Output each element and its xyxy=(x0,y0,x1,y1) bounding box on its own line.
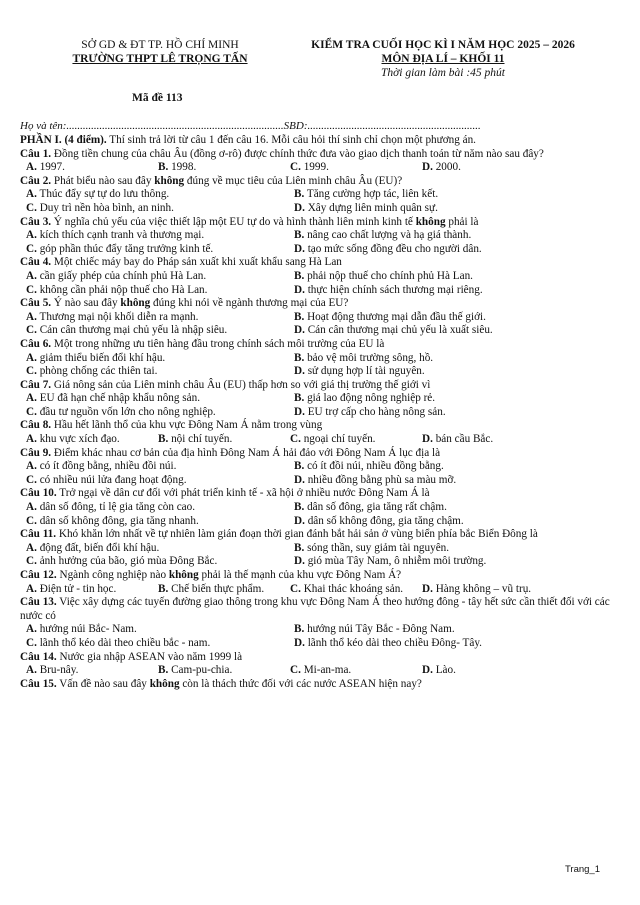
question-9 xyxy=(20,447,610,488)
answer-option xyxy=(20,542,288,556)
option-text: sử dụng hợp lí tài nguyên. xyxy=(304,365,425,378)
option-text: lãnh thổ kéo dài theo chiều Đông- Tây. xyxy=(304,636,482,649)
option-letter: D. xyxy=(422,582,433,595)
option-letter: D. xyxy=(294,365,305,378)
answer-option xyxy=(20,311,288,325)
option-letter: D. xyxy=(294,473,305,486)
answer-option xyxy=(288,460,556,474)
question-stem xyxy=(20,569,610,583)
option-text: EU trợ cấp cho hàng nông sản. xyxy=(304,405,446,418)
answer-option xyxy=(288,474,556,488)
option-letter: C. xyxy=(26,201,37,214)
answer-option xyxy=(20,515,288,529)
question-14 xyxy=(20,651,610,678)
option-text: dân số đông, gia tăng rất chậm. xyxy=(304,501,447,514)
question-stem xyxy=(20,678,610,692)
question-text: Phát biểu nào sau đây xyxy=(51,174,155,187)
option-text: 1999. xyxy=(300,161,329,174)
answer-option xyxy=(20,365,288,379)
question-text: Một trong những ưu tiên hàng đầu trong chính sách môi trường của EU là xyxy=(51,337,385,350)
question-text: Ngành công nghiệp nào xyxy=(56,569,169,581)
question-stem xyxy=(20,338,610,352)
answer-option xyxy=(20,583,152,597)
option-letter: B. xyxy=(294,541,305,554)
option-letter: B. xyxy=(294,392,305,405)
option-text: bán cầu Bắc. xyxy=(432,433,494,446)
option-text: không cần phải nộp thuế cho Hà Lan. xyxy=(36,283,208,296)
question-text: Đồng tiền chung của châu Âu (đồng ơ-rô) được chính thức đưa vào giao dịch thanh toán từ năm nào sau đây? xyxy=(51,147,544,160)
part-heading xyxy=(20,134,610,148)
option-letter: D. xyxy=(422,433,433,446)
answer-option xyxy=(20,664,152,678)
option-letter: D. xyxy=(294,201,305,214)
answer-option xyxy=(20,392,288,406)
question-label: Câu 8. xyxy=(20,419,52,432)
question-stem xyxy=(20,175,610,189)
option-letter: C. xyxy=(26,514,37,527)
answer-option xyxy=(416,433,548,447)
option-text: Duy trì nền hòa bình, an ninh. xyxy=(36,201,174,214)
answer-option xyxy=(288,542,556,556)
question-label: Câu 13. xyxy=(20,596,57,609)
question-stem xyxy=(20,487,610,501)
option-letter: C. xyxy=(26,555,37,568)
question-label: Câu 1. xyxy=(20,147,52,160)
option-letter: B. xyxy=(294,351,305,364)
question-stem xyxy=(20,528,610,542)
answer-option xyxy=(288,352,556,366)
answer-option xyxy=(288,324,556,338)
question-stem xyxy=(20,419,610,433)
question-text: Điểm khác nhau cơ bản của địa hình Đông Nam Á hải đảo với Đông Nam Á lục địa là xyxy=(51,446,441,459)
answer-option xyxy=(288,623,556,637)
option-text: Cán cân thương mại chủ yếu là nhập siêu. xyxy=(36,324,228,337)
option-text: phải nộp thuế cho chính phủ Hà Lan. xyxy=(304,269,473,282)
option-text: có ít đồi núi, nhiều đồng bằng. xyxy=(304,460,444,473)
answer-option xyxy=(20,460,288,474)
time-limit: Thời gian làm bài :45 phút xyxy=(380,67,506,79)
option-letter: B. xyxy=(294,310,305,323)
question-4 xyxy=(20,256,610,297)
option-letter: C. xyxy=(290,433,301,446)
option-text: góp phần thúc đẩy tăng trưởng kinh tế. xyxy=(36,242,214,255)
question-text: Khó khăn lớn nhất về tự nhiên làm gián đoạn thời gian đánh bắt hải sản ở vùng biển phía bắc Biển Đông là xyxy=(56,528,538,541)
option-letter: B. xyxy=(294,460,305,473)
option-text: Cam-pu-chia. xyxy=(168,664,233,677)
option-text: ảnh hưởng của bão, gió mùa Đông Bắc. xyxy=(36,555,218,568)
question-6 xyxy=(20,338,610,379)
option-text: Tăng cường hợp tác, liên kết. xyxy=(304,188,439,201)
option-text: Bru-nây. xyxy=(36,664,79,677)
answer-option xyxy=(284,161,416,175)
option-text: khu vực xích đạo. xyxy=(36,433,120,446)
option-letter: A. xyxy=(26,623,37,636)
subject-title: MÔN ĐỊA LÍ – KHỐI 11 xyxy=(381,53,505,65)
question-label: Câu 15. xyxy=(20,677,57,690)
option-letter: A. xyxy=(26,351,37,364)
option-letter: B. xyxy=(294,623,305,636)
answer-option xyxy=(20,352,288,366)
option-letter: B. xyxy=(294,269,305,282)
option-text: Thương mại nội khối diễn ra mạnh. xyxy=(36,310,199,323)
option-letter: A. xyxy=(26,161,37,174)
option-text: thực hiện chính sách thương mại riêng. xyxy=(304,283,483,296)
question-stem xyxy=(20,379,610,393)
question-stem xyxy=(20,148,610,162)
option-text: giảm thiểu biến đổi khí hậu. xyxy=(36,351,166,364)
option-letter: C. xyxy=(26,636,37,649)
option-text: đầu tư nguồn vốn lớn cho nông nghiệp. xyxy=(36,405,216,418)
option-text: ngoại chí tuyến. xyxy=(300,433,376,446)
option-text: 1998. xyxy=(168,161,197,174)
question-3 xyxy=(20,216,610,257)
answer-option xyxy=(288,284,556,298)
question-text: Một chiếc máy bay do Pháp sản xuất khi xuất khẩu sang Hà Lan xyxy=(51,256,342,269)
question-text: Trở ngại về dân cư đối với phát triển kinh tế - xã hội ở nhiều nước Đông Nam Á là xyxy=(56,487,430,500)
option-letter: C. xyxy=(26,473,37,486)
question-text: Hầu hết lãnh thổ của khu vực Đông Nam Á nằm trong vùng xyxy=(51,419,323,432)
question-1 xyxy=(20,148,610,175)
question-label: Câu 5. xyxy=(20,297,52,310)
answer-option xyxy=(288,555,556,569)
school-name: TRƯỜNG THPT LÊ TRỌNG TẤN xyxy=(72,53,248,65)
question-11 xyxy=(20,528,610,569)
answer-option xyxy=(284,583,416,597)
question-stem xyxy=(20,596,610,623)
option-letter: D. xyxy=(294,324,305,337)
question-label: Câu 9. xyxy=(20,446,52,459)
option-text: EU đã hạn chế nhập khẩu nông sản. xyxy=(36,392,200,405)
option-letter: C. xyxy=(26,405,37,418)
answer-option xyxy=(20,406,288,420)
option-letter: C. xyxy=(26,283,37,296)
answer-option xyxy=(288,243,556,257)
answer-option xyxy=(416,161,548,175)
answer-option xyxy=(20,188,288,202)
option-letter: D. xyxy=(422,664,433,677)
option-letter: B. xyxy=(294,501,305,514)
exam-title: KIỂM TRA CUỐI HỌC KÌ I NĂM HỌC 2025 – 2026 xyxy=(311,39,575,51)
question-keyword: không xyxy=(415,215,446,228)
option-text: Cán cân thương mại chủ yếu là xuất siêu. xyxy=(304,324,493,337)
option-text: Điện tử - tin học. xyxy=(36,582,117,595)
answer-option xyxy=(284,433,416,447)
question-10 xyxy=(20,487,610,528)
answer-option xyxy=(20,202,288,216)
option-text: Hàng không – vũ trụ. xyxy=(432,582,532,595)
name-sbd-line: Họ và tên:...............................................................................SBD:............................................................... xyxy=(20,120,481,132)
option-letter: A. xyxy=(26,392,37,405)
option-text: động đất, biến đổi khí hậu. xyxy=(36,541,160,554)
question-text: Giá nông sản của Liên minh châu Âu (EU) thấp hơn so với giá thị trường thế giới vì xyxy=(51,378,431,391)
option-letter: D. xyxy=(294,514,305,527)
option-letter: A. xyxy=(26,664,37,677)
header-right xyxy=(278,38,608,80)
option-text: Chế biến thực phẩm. xyxy=(168,582,265,595)
option-letter: D. xyxy=(294,555,305,568)
option-text: giá lao động nông nghiệp rẻ. xyxy=(304,392,436,405)
question-label: Câu 12. xyxy=(20,569,57,581)
department-name: SỞ GD & ĐT TP. HỒ CHÍ MINH xyxy=(81,39,239,51)
header-left xyxy=(40,38,280,66)
option-text: Xây dựng liên minh quân sự. xyxy=(304,201,438,214)
question-text-end: phải là thế mạnh của khu vực Đông Nam Á? xyxy=(198,569,402,581)
answer-option xyxy=(288,202,556,216)
option-letter: A. xyxy=(26,541,37,554)
option-text: nội chí tuyến. xyxy=(168,433,233,446)
option-text: Hoạt động thương mại dẫn đầu thế giới. xyxy=(304,310,486,323)
option-text: phòng chống các thiên tai. xyxy=(36,365,158,378)
option-letter: A. xyxy=(26,269,37,282)
answer-option xyxy=(152,583,284,597)
answer-option xyxy=(152,664,284,678)
option-letter: C. xyxy=(26,324,37,337)
answer-option xyxy=(288,188,556,202)
question-stem xyxy=(20,297,610,311)
option-letter: C. xyxy=(26,242,37,255)
answer-option xyxy=(288,406,556,420)
option-text: bảo vệ môi trường sông, hồ. xyxy=(304,351,434,364)
question-label: Câu 6. xyxy=(20,337,52,350)
option-text: dân số đông, tỉ lệ gia tăng còn cao. xyxy=(36,501,196,514)
option-text: kích thích cạnh tranh và thương mại. xyxy=(36,229,205,242)
answer-option xyxy=(152,433,284,447)
option-letter: D. xyxy=(294,636,305,649)
option-letter: B. xyxy=(294,229,305,242)
question-label: Câu 7. xyxy=(20,378,52,391)
question-text-end: còn là thách thức đối với các nước ASEAN hiện nay? xyxy=(179,677,422,690)
option-letter: B. xyxy=(158,664,169,677)
option-letter: A. xyxy=(26,582,37,595)
answer-option xyxy=(288,515,556,529)
option-letter: C. xyxy=(290,664,301,677)
answer-option xyxy=(288,392,556,406)
question-5 xyxy=(20,297,610,338)
question-keyword: không xyxy=(120,297,151,310)
part-label: PHẦN I. (4 điểm). xyxy=(20,134,107,146)
question-stem xyxy=(20,216,610,230)
answer-option xyxy=(288,365,556,379)
option-letter: D. xyxy=(294,283,305,296)
question-label: Câu 4. xyxy=(20,256,52,269)
option-letter: A. xyxy=(26,188,37,201)
exam-code: Mã đề 113 xyxy=(132,92,183,104)
option-letter: D. xyxy=(294,242,305,255)
option-letter: A. xyxy=(26,460,37,473)
option-text: hướng núi Tây Bắc - Đông Nam. xyxy=(304,623,455,636)
option-text: gió mùa Tây Nam, ô nhiễm môi trường. xyxy=(304,555,487,568)
option-text: Lào. xyxy=(432,664,456,677)
option-text: nhiều đồng bằng phù sa màu mỡ. xyxy=(304,473,457,486)
question-text-end: phải là xyxy=(445,215,479,228)
option-letter: C. xyxy=(26,365,37,378)
answer-option xyxy=(20,623,288,637)
option-letter: B. xyxy=(294,188,305,201)
answer-option xyxy=(288,311,556,325)
option-text: hướng núi Bắc- Nam. xyxy=(36,623,137,636)
option-letter: B. xyxy=(158,161,169,174)
question-keyword: không xyxy=(154,174,185,187)
question-text: Vấn đề nào sau đây xyxy=(56,677,150,690)
question-2 xyxy=(20,175,610,216)
question-stem xyxy=(20,447,610,461)
question-13 xyxy=(20,596,610,650)
answer-option xyxy=(20,161,152,175)
option-text: 1997. xyxy=(36,161,65,174)
question-text-end: đúng về mục tiêu của Liên minh châu Âu (EU)? xyxy=(184,174,403,187)
question-text: Ý nghĩa chủ yếu của việc thiết lập một EU tự do và hình thành liên minh kinh tế xyxy=(51,215,416,228)
question-keyword: không xyxy=(168,569,199,581)
answer-option xyxy=(284,664,416,678)
answer-option xyxy=(20,229,288,243)
answer-option xyxy=(20,243,288,257)
question-text: Ý nào sau đây xyxy=(51,297,121,310)
option-text: có ít đồng bằng, nhiều đồi núi. xyxy=(36,460,177,473)
question-label: Câu 14. xyxy=(20,650,57,663)
option-text: tạo mức sống đồng đều cho người dân. xyxy=(304,242,482,255)
option-text: nâng cao chất lượng và hạ giá thành. xyxy=(304,229,472,242)
answer-option xyxy=(288,501,556,515)
option-letter: D. xyxy=(422,161,433,174)
answer-option xyxy=(416,583,548,597)
option-letter: A. xyxy=(26,310,37,323)
option-text: Mi-an-ma. xyxy=(300,664,352,677)
option-letter: A. xyxy=(26,229,37,242)
question-12 xyxy=(20,569,610,596)
option-text: sóng thần, suy giảm tài nguyên. xyxy=(304,541,450,554)
answer-option xyxy=(20,284,288,298)
option-letter: A. xyxy=(26,433,37,446)
answer-option xyxy=(20,555,288,569)
answer-option xyxy=(20,270,288,284)
question-15 xyxy=(20,678,610,692)
option-text: lãnh thổ kéo dài theo chiều bắc - nam. xyxy=(36,636,211,649)
question-stem xyxy=(20,256,610,270)
answer-option xyxy=(20,637,288,651)
option-text: Khai thác khoáng sản. xyxy=(300,582,404,595)
question-label: Câu 2. xyxy=(20,174,52,187)
question-label: Câu 10. xyxy=(20,487,57,500)
answer-option xyxy=(416,664,548,678)
option-letter: C. xyxy=(290,161,301,174)
option-letter: A. xyxy=(26,501,37,514)
question-list xyxy=(20,134,610,691)
question-text: Việc xây dựng các tuyến đường giao thông trong khu vực Đông Nam Á theo hướng đông - tây hết sức cần thiết đối với các nước có xyxy=(20,596,610,622)
option-letter: B. xyxy=(158,433,169,446)
option-text: dân số không đông, gia tăng nhanh. xyxy=(36,514,199,527)
option-text: Thúc đẩy sự tự do lưu thông. xyxy=(36,188,170,201)
page-number: Trang_1 xyxy=(564,864,600,875)
question-text-end: đúng khi nói về ngành thương mại của EU? xyxy=(150,297,349,310)
option-text: cần giấy phép của chính phủ Hà Lan. xyxy=(36,269,207,282)
option-text: có nhiều núi lửa đang hoạt động. xyxy=(36,473,187,486)
answer-option xyxy=(152,161,284,175)
answer-option xyxy=(288,270,556,284)
answer-option xyxy=(288,229,556,243)
option-text: 2000. xyxy=(432,161,461,174)
question-7 xyxy=(20,379,610,420)
question-label: Câu 3. xyxy=(20,215,52,228)
answer-option xyxy=(288,637,556,651)
question-stem xyxy=(20,651,610,665)
option-letter: B. xyxy=(158,582,169,595)
part-instructions: Thí sinh trả lời từ câu 1 đến câu 16. Mỗi câu hỏi thí sinh chỉ chọn một phương án. xyxy=(106,134,476,146)
answer-option xyxy=(20,433,152,447)
question-text: Nước gia nhập ASEAN vào năm 1999 là xyxy=(56,650,243,663)
answer-option xyxy=(20,501,288,515)
question-keyword: không xyxy=(149,677,180,690)
option-text: dân số không đông, gia tăng chậm. xyxy=(304,514,464,527)
option-letter: D. xyxy=(294,405,305,418)
option-letter: C. xyxy=(290,582,301,595)
question-label: Câu 11. xyxy=(20,528,57,541)
question-8 xyxy=(20,419,610,446)
answer-option xyxy=(20,474,288,488)
answer-option xyxy=(20,324,288,338)
